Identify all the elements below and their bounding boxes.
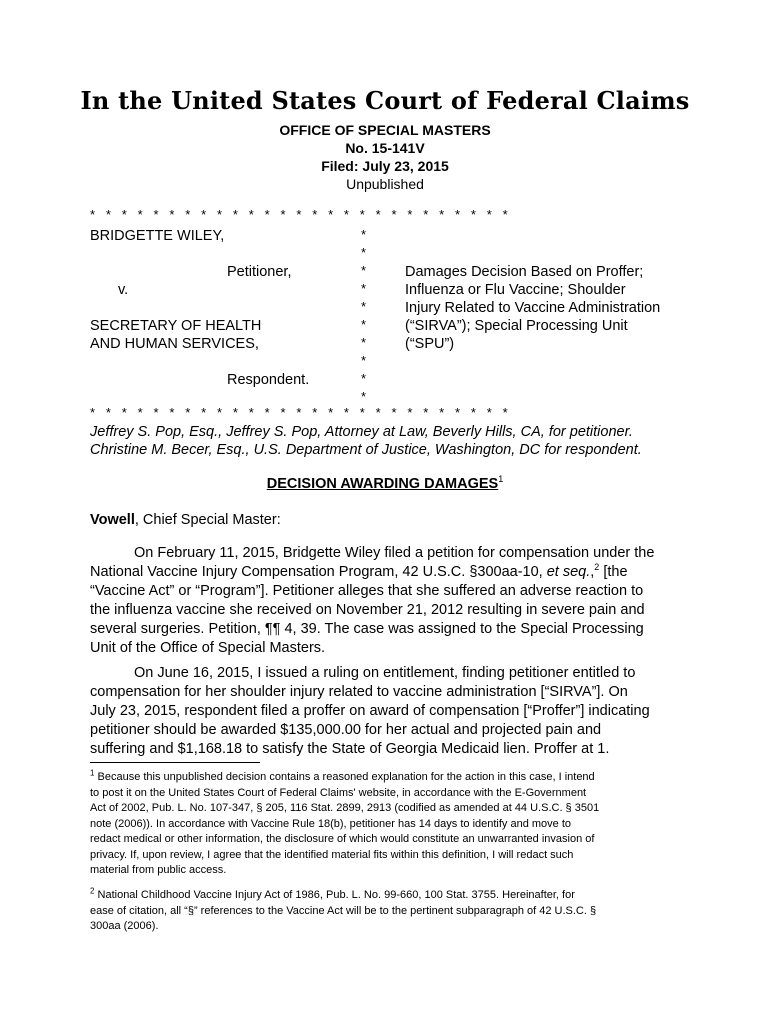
respondent-name-line2: AND HUMAN SERVICES, xyxy=(90,336,259,352)
decision-title-text: DECISION AWARDING DAMAGES xyxy=(266,476,499,492)
paragraph-line: compensation for her shoulder injury related to vaccine administration [“SIRVA”]. On xyxy=(90,684,628,700)
footnote-line: redact medical or other information, the disclosure of which would constitute an unwarranted invasion of xyxy=(90,833,595,845)
caption-divider-star: * xyxy=(361,353,367,368)
caption-divider-star: * xyxy=(361,263,367,278)
paragraph-line: July 23, 2015, respondent filed a proffer on award of compensation [“Proffer”] indicating xyxy=(90,703,650,719)
paragraph-2 xyxy=(90,664,680,759)
versus-label: v. xyxy=(118,282,129,298)
subject-line: (“SIRVA”); Special Processing Unit xyxy=(405,318,628,334)
paragraph-line: several surgeries. Petition, ¶¶ 4, 39. The case was assigned to the Special Processing xyxy=(90,621,644,637)
caption-divider-star: * xyxy=(361,317,367,332)
footnote-separator xyxy=(90,762,260,763)
footnote-mark: 2 xyxy=(90,886,95,896)
subject-line: Damages Decision Based on Proffer; xyxy=(405,264,644,280)
paragraph-line: Unit of the Office of Special Masters. xyxy=(90,640,326,656)
petitioner-counsel: Jeffrey S. Pop, Esq., Jeffrey S. Pop, Attorney at Law, Beverly Hills, CA, for petitioner. xyxy=(90,424,633,440)
petitioner-label: Petitioner, xyxy=(227,264,292,280)
footnote-ref: 1 xyxy=(498,474,504,485)
author-name: Vowell xyxy=(90,512,135,528)
paragraph-line: On February 11, 2015, Bridgette Wiley filed a petition for compensation under the xyxy=(134,545,655,561)
caption-top-stars: * * * * * * * * * * * * * * * * * * * * * * * * * * * xyxy=(90,207,512,222)
respondent-label: Respondent. xyxy=(227,372,310,388)
respondent-counsel: Christine M. Becer, Esq., U.S. Department of Justice, Washington, DC for respondent. xyxy=(90,442,642,458)
paragraph-line: National Vaccine Injury Compensation Program, 42 U.S.C. §300aa-10, et seq.,$^2$ [the xyxy=(90,562,628,580)
paragraph-line: On June 16, 2015, I issued a ruling on entitlement, finding petitioner entitled to xyxy=(134,665,636,681)
caption-divider-star: * xyxy=(361,245,367,260)
caption-divider-star: * xyxy=(361,281,367,296)
filed-date: Filed: July 23, 2015 xyxy=(321,158,449,174)
court-title: In the United States Court of Federal Claims xyxy=(80,86,690,115)
paragraph-line: the influenza vaccine she received on November 21, 2012 resulting in severe pain and xyxy=(90,602,645,618)
caption-divider-star: * xyxy=(361,371,367,386)
paragraph-1 xyxy=(90,544,680,658)
decision-title xyxy=(0,476,770,492)
author-line xyxy=(90,512,281,528)
caption-divider-star: * xyxy=(361,299,367,314)
paragraph-line: suffering and $1,168.18 to satisfy the State of Georgia Medicaid lien. Proffer at 1. xyxy=(90,741,610,757)
footnote-line: $^2$ National Childhood Vaccine Injury Act of 1986, Pub. L. No. 99-660, 100 Stat. 3755. Hereinafter, for xyxy=(90,886,575,901)
footnote-line: Act of 2002, Pub. L. No. 107-347, § 205, 116 Stat. 2899, 2913 (codified as amended at 44 U.S.C. § 3501 xyxy=(90,802,600,814)
caption-divider-star: * xyxy=(361,227,367,242)
author-title: , Chief Special Master: xyxy=(134,512,281,528)
footnote-line: note (2006)). In accordance with Vaccine Rule 18(b), petitioner has 14 days to identify and move to xyxy=(90,817,572,830)
footnote-ref: 2 xyxy=(594,562,600,573)
footnote-1 xyxy=(90,770,680,879)
paragraph-line: “Vaccine Act” or “Program”]. Petitioner alleges that she suffered an adverse reaction to xyxy=(90,583,644,599)
office-heading: OFFICE OF SPECIAL MASTERS xyxy=(279,122,491,138)
publication-status: Unpublished xyxy=(346,176,424,192)
case-number: No. 15-141V xyxy=(345,140,425,156)
footnote-line: $^1$ Because this unpublished decision contains a reasoned explanation for the action in this case, I intend xyxy=(90,768,595,783)
footnote-line: material from public access. xyxy=(90,864,227,876)
footnote-line: ease of citation, all “§” references to the Vaccine Act will be to the pertinent subparagraph of 42 U.S.C. § xyxy=(90,904,597,917)
caption-divider-star: * xyxy=(361,335,367,350)
paragraph-line: petitioner should be awarded $135,000.00 for her actual and projected pain and xyxy=(90,722,602,738)
subject-line: Injury Related to Vaccine Administration xyxy=(405,300,661,316)
subject-line: Influenza or Flu Vaccine; Shoulder xyxy=(405,282,626,298)
footnote-mark: 1 xyxy=(90,768,95,778)
footnote-2 xyxy=(90,888,680,935)
footnote-line: privacy. If, upon review, I agree that the identified material fits within this definition, I will redact such xyxy=(90,848,574,861)
caption-bottom-stars: * * * * * * * * * * * * * * * * * * * * * * * * * * * xyxy=(90,405,512,420)
petitioner-name: BRIDGETTE WILEY, xyxy=(90,228,225,244)
footnote-line: to post it on the United States Court of Federal Claims' website, in accordance with the E-Government xyxy=(90,786,587,799)
caption-divider-star: * xyxy=(361,389,367,404)
subject-line: (“SPU”) xyxy=(405,336,455,352)
footnote-line: 300aa (2006). xyxy=(90,920,159,932)
respondent-name-line1: SECRETARY OF HEALTH xyxy=(90,318,262,334)
